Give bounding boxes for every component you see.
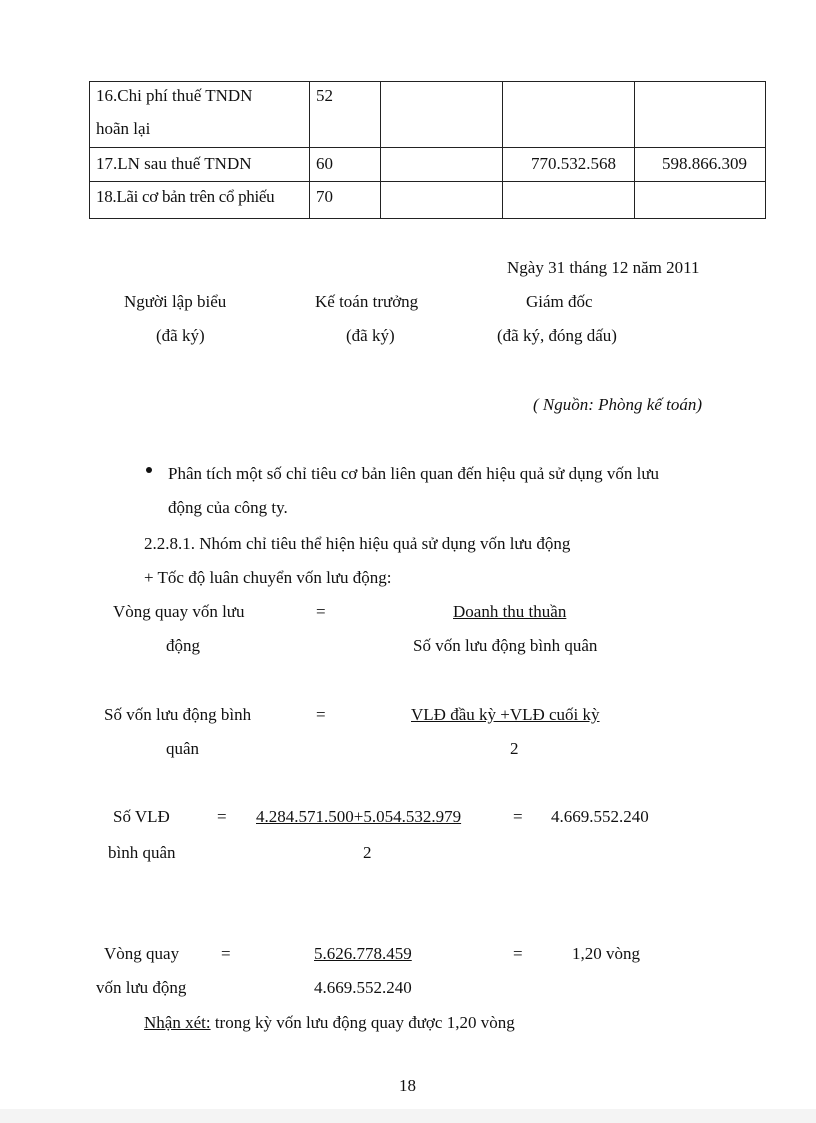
calc1-result: 4.669.552.240: [551, 807, 649, 826]
calc1-label-line2: bình quân: [108, 843, 176, 862]
bullet-text-line2: động của công ty.: [168, 498, 288, 517]
preparer-signed: (đã ký): [156, 326, 205, 345]
row-label: [90, 82, 310, 148]
director-title: Giám đốc: [526, 292, 593, 311]
formula2-numerator: VLĐ đầu kỳ +VLĐ cuối kỳ: [411, 705, 600, 724]
row-label-line1: 16.Chi phí thuế TNDN: [96, 86, 253, 105]
calc1-numerator: 4.284.571.500+5.054.532.979: [256, 807, 462, 826]
director-signed: (đã ký, đóng dấu): [497, 326, 617, 345]
row-label: 18.Lãi cơ bản trên cổ phiếu: [90, 182, 310, 219]
calc2-denominator: 4.669.552.240: [314, 978, 412, 997]
row-current: [503, 82, 635, 148]
formula1-equals: =: [316, 602, 326, 621]
report-date: Ngày 31 tháng 12 năm 2011: [507, 258, 700, 277]
table-row: [90, 148, 766, 182]
preparer-title: Người lập biểu: [124, 292, 227, 311]
row-code: 60: [310, 148, 381, 182]
chief-accountant-title: Kế toán trưởng: [315, 292, 419, 311]
remark: [144, 1013, 515, 1033]
table-row: [90, 182, 766, 219]
remark-text: trong kỳ vốn lưu động quay được 1,20 vòng: [210, 1013, 515, 1032]
row-code: 70: [310, 182, 381, 219]
page-bottom-edge: [0, 1109, 816, 1123]
row-label-line2: hoãn lại: [96, 119, 151, 138]
formula2-denominator: 2: [510, 739, 519, 758]
formula2-label-line2: quân: [166, 739, 200, 758]
row-previous: 598.866.309: [635, 148, 766, 182]
income-statement-table: [89, 81, 766, 219]
formula1-label-line1: Vòng quay vốn lưu: [113, 602, 245, 621]
calc1-denominator: 2: [363, 843, 372, 862]
row-current: [503, 182, 635, 219]
calc1-label-line1: Số VLĐ: [113, 807, 170, 826]
calc2-numerator: 5.626.778.459: [314, 944, 412, 963]
calc2-label-line1: Vòng quay: [104, 944, 180, 963]
row-code: 52: [310, 82, 381, 148]
formula1-denominator: Số vốn lưu động bình quân: [413, 636, 598, 655]
bullet-text-line1: Phân tích một số chỉ tiêu cơ bản liên quan đến hiệu quả sử dụng vốn lưu: [168, 464, 660, 483]
row-previous: [635, 182, 766, 219]
formula1-label-line2: động: [166, 636, 200, 655]
calc1-equals: =: [217, 807, 227, 826]
chief-accountant-signed: (đã ký): [346, 326, 395, 345]
bullet-icon: [146, 467, 152, 473]
source-note: ( Nguồn: Phòng kế toán): [533, 395, 703, 414]
page-number: 18: [399, 1076, 416, 1095]
subheading: + Tốc độ luân chuyển vốn lưu động:: [144, 568, 392, 587]
calc2-equals: =: [221, 944, 231, 963]
row-note: [381, 82, 503, 148]
formula2-equals: =: [316, 705, 326, 724]
calc2-label-line2: vốn lưu động: [96, 978, 187, 997]
calc1-equals-result: =: [513, 807, 523, 826]
formula2-label-line1: Số vốn lưu động bình: [104, 705, 252, 724]
remark-label: Nhận xét:: [144, 1013, 211, 1032]
row-current: 770.532.568: [503, 148, 635, 182]
row-note: [381, 148, 503, 182]
row-label: 17.LN sau thuế TNDN: [90, 148, 310, 182]
calc2-equals-result: =: [513, 944, 523, 963]
section-heading: 2.2.8.1. Nhóm chỉ tiêu thể hiện hiệu quả sử dụng vốn lưu động: [144, 534, 571, 553]
row-note: [381, 182, 503, 219]
calc2-result: 1,20 vòng: [572, 944, 640, 963]
formula1-numerator: Doanh thu thuần: [453, 602, 567, 621]
table-row: [90, 82, 766, 148]
row-previous: [635, 82, 766, 148]
